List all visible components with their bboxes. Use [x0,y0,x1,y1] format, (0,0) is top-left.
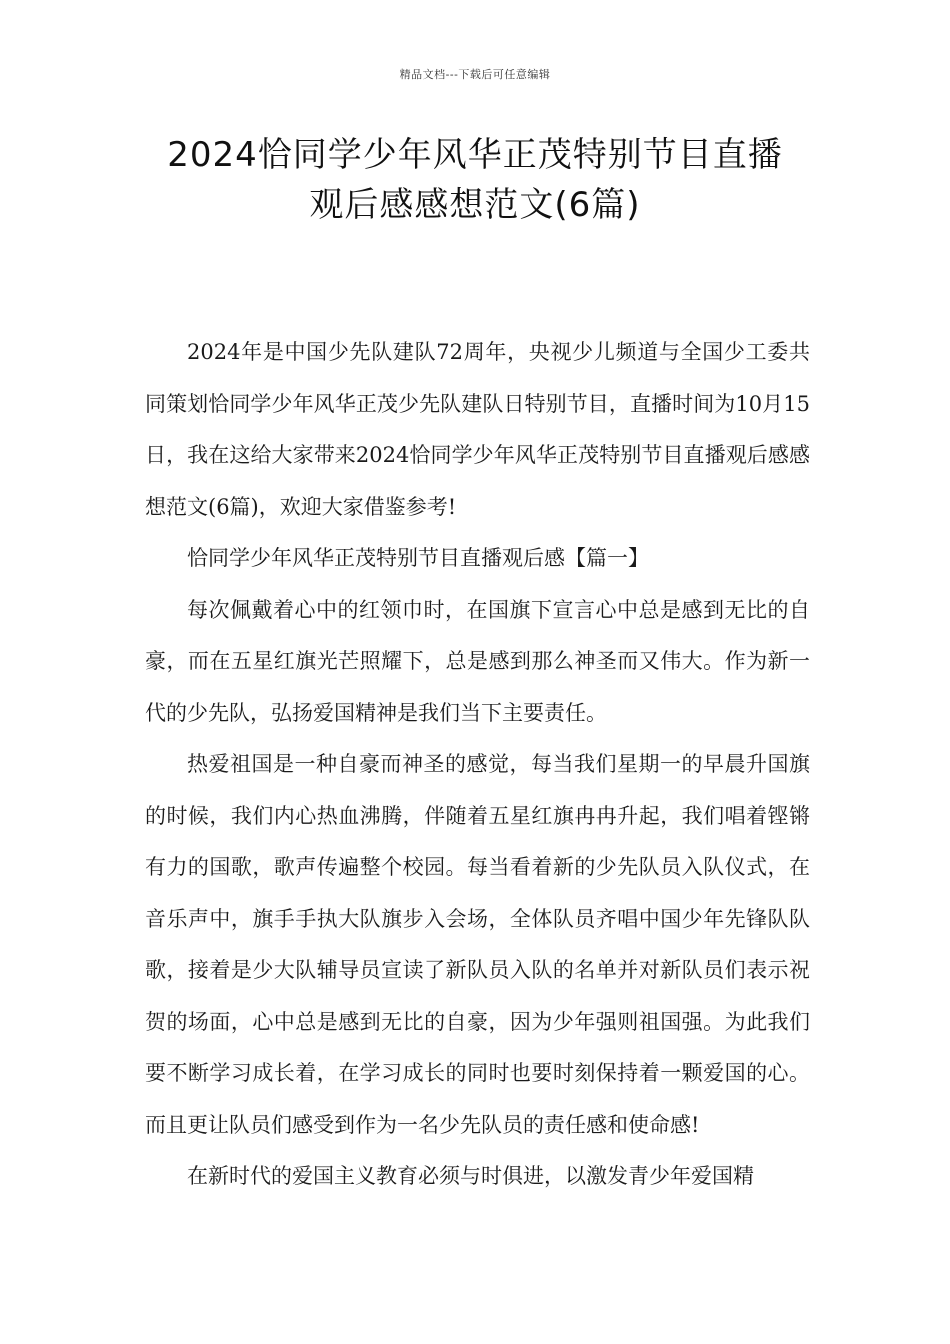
section-heading: 恰同学少年风华正茂特别节目直播观后感【篇一】 [187,546,649,570]
paragraph: 每次佩戴着心中的红领巾时，在国旗下宣言心中总是感到无比的自豪，而在五星红旗光芒照耀下，总是感到那么神圣而又伟大。作为新一代的少先队，弘扬爱国精神是我们当下主要责任。 [145,597,810,725]
document-body [145,327,810,1203]
header-note: 精品文档---下载后可任意编辑 [399,68,551,81]
paragraph: 在新时代的爱国主义教育必须与时俱进，以激发青少年爱国精 [187,1164,754,1188]
paragraph-intro: 2024年是中国少先队建队72周年，央视少儿频道与全国少工委共同策划恰同学少年风华正茂少先队建队日特别节目，直播时间为10月15日，我在这给大家带来2024恰同学少年风华正茂特别节目直播观后感感想范文(6篇)，欢迎大家借鉴参考! [145,340,810,519]
title-line-1: 2024恰同学少年风华正茂特别节目直播 [167,135,783,175]
paragraph: 热爱祖国是一种自豪而神圣的感觉，每当我们星期一的早晨升国旗的时候，我们内心热血沸腾，伴随着五星红旗冉冉升起，我们唱着铿锵有力的国歌，歌声传遍整个校园。每当看着新的少先队员入队仪式，在音乐声中，旗手手执大队旗步入会场，全体队员齐唱中国少年先锋队队歌，接着是少大队辅导员宣读了新队员入队的名单并对新队员们表示祝贺的场面，心中总是感到无比的自豪，因为少年强则祖国强。为此我们要不断学习成长着，在学习成长的同时也要时刻保持着一颗爱国的心。而且更让队员们感受到作为一名少先队员的责任感和使命感! [145,752,810,1137]
title-line-2: 观后感感想范文(6篇) [309,185,641,225]
document-title [110,130,840,230]
